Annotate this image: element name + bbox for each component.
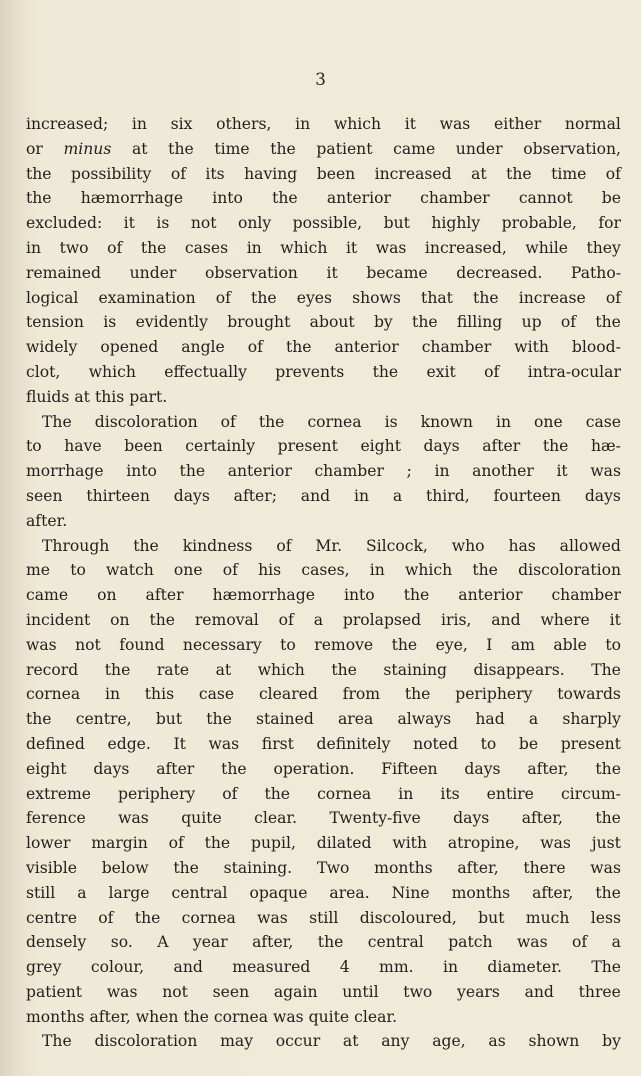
page-number: 3 [315, 70, 326, 90]
text-line: months after, when the cornea was quite clear. [26, 1007, 398, 1026]
text-line: record the rate at which the staining disappears. The [26, 660, 621, 679]
text-line: defined edge. It was first definitely noted to be present [26, 734, 621, 753]
text-line: the possibility of its having been increased at the time of [26, 164, 621, 183]
text-line: logical examination of the eyes shows that the increase of [26, 288, 621, 307]
text-line: densely so. A year after, the central patch was of a [26, 933, 621, 952]
text-line: morrhage into the anterior chamber ; in another it was [26, 462, 621, 481]
text-line: still a large central opaque area. Nine months after, the [26, 883, 621, 902]
text-line: the centre, but the stained area always had a sharply [26, 710, 621, 729]
text-line: Through the kindness of Mr. Silcock, who has allowed [42, 536, 621, 555]
text-line: me to watch one of his cases, in which the discoloration [26, 561, 621, 580]
text-line: excluded: it is not only possible, but highly probable, for [26, 214, 621, 233]
text-line: lower margin of the pupil, dilated with atropine, was just [26, 834, 621, 853]
text-line: The discoloration of the cornea is known in one case [42, 412, 621, 431]
text-line: fluids at this part. [26, 387, 168, 406]
text-line: was not found necessary to remove the eye, I am able to [26, 635, 621, 654]
text-line: incident on the removal of a prolapsed iris, and where it [26, 610, 621, 629]
text-line: the hæmorrhage into the anterior chamber cannot be [26, 189, 621, 208]
text-line: extreme periphery of the cornea in its entire circum- [26, 784, 621, 803]
text-line: eight days after the operation. Fifteen days after, the [26, 759, 621, 778]
text-line: seen thirteen days after; and in a third, fourteen days [26, 486, 621, 505]
text-line: in two of the cases in which it was increased, while they [26, 238, 621, 257]
text-line: visible below the staining. Two months after, there was [26, 858, 621, 877]
text-line: cornea in this case cleared from the periphery towards [26, 685, 621, 704]
text-line: clot, which effectually prevents the exit of intra-ocular [26, 362, 621, 381]
text-line: or minus at the time the patient came under observation, [26, 139, 621, 158]
text-line: ference was quite clear. Twenty-five days after, the [26, 809, 621, 828]
body-text [26, 112, 621, 1054]
text-line: patient was not seen again until two years and three [26, 982, 621, 1001]
text-line: remained under observation it became decreased. Patho- [26, 263, 621, 282]
text-line: grey colour, and measured 4 mm. in diameter. The [26, 958, 621, 977]
text-line: to have been certainly present eight days after the hæ- [26, 437, 621, 456]
text-line: The discoloration may occur at any age, as shown by [42, 1032, 621, 1051]
text-line: came on after hæmorrhage into the anterior chamber [26, 586, 621, 605]
text-line: widely opened angle of the anterior chamber with blood- [26, 338, 621, 357]
text-line: tension is evidently brought about by the filling up of the [26, 313, 621, 332]
text-line: increased; in six others, in which it was either normal [26, 115, 621, 133]
text-line: centre of the cornea was still discoloured, but much less [26, 908, 621, 927]
text-line: after. [26, 511, 68, 530]
